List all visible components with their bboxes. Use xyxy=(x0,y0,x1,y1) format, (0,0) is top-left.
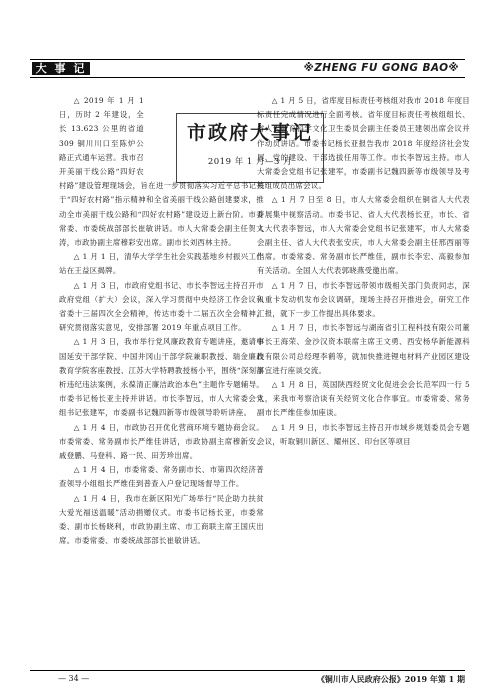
page-header xyxy=(30,59,465,78)
entry: △ 1 月 5 日，省库度目标责任考核组对我市 2018 年度目标责任完成情况进行全面考核。省年度目标责任考核组组长、省人大教育科学文化卫生委员会副主任委员王建领出席会议并作动员讲话。市委书记杨长亚报告我市 2018 年度经济社会发展、党的建设、干部选拔任用等工作。市长李智远主持。市人大常委会党组书记张建军，市委副书记魏四新等市级领导及考核组成员出席会议。 xyxy=(257,96,470,191)
entry: △ 1 月 7 日至 8 日，市人大常委会组织在铜省人大代表开展集中视察活动。市委书记、省人大代表杨长亚，市长、省人大代表李智远，市人大常委会党组书记张建军，市人大常委会副主任、省人大代表张安庆，市人大常委会副主任邢西丽等出席。市委常委、常务副市长严维佳，副市长李宏、高毅参加有关活动。全国人大代表郭晓燕受邀出席。 xyxy=(257,195,470,276)
entry: △ 1 月 1 日，清华大学学生社会实践基地乡村振兴工作站在王益区揭牌。 xyxy=(59,252,264,276)
entry: △ 1 月 3 日，我市举行党风廉政教育专题讲座，邀请中国延安干部学院、中国井冈山干部学院兼职教授、瑞金廉政教育学院客座教授、江苏大学特聘教授杨小平，围绕“深刻剖析违纪违法案例，永葆清正廉洁政治本色”主题作专题辅导。市委书记杨长亚主持并讲话。市长李智远，市人大常委会党组书记张建军，市委副书记魏四新等市级领导聆听讲座。 xyxy=(59,337,264,418)
title-wrap-space xyxy=(144,94,264,166)
page-number: — 34 — xyxy=(58,674,90,683)
article-period: 2019 年 1 月—3 月 xyxy=(207,157,293,167)
entry: △ 1 月 8 日，英国陕西经贸文化促进会会长范军四一行 5 人，来我市考察洽谈有关经贸文化合作事宜。市委常委、常务副市长严维佳参加座谈。 xyxy=(257,380,470,418)
entry: △ 1 月 4 日，市政协召开优化营商环境专题协商会议。市委常委、常务副市长严维佳讲话，市政协副主席穆新安、戚登鹏、马登科、路一民、田芳珍出席。 xyxy=(59,422,264,461)
page-footer xyxy=(30,670,465,687)
section-tag: 大 事 记 xyxy=(32,62,90,75)
journal-name: 《铜川市人民政府公报》2019 年第 1 期 xyxy=(316,674,465,684)
entry: △ 1 月 7 日，市长李智远与湖南省引工程科技有限公司董事长王海荣、金沙汉资本联席主席王文勇、西安杨华新能源科技有限公司总经理李鹤等，就加快推进锂电材料产业园区建设事宜进行座谈交流。 xyxy=(257,323,470,375)
entry: △ 2019 年 1 月 1 日，历时 2 年建设，全长 13.623 公里的省道 309 铜川川口至陈炉公路正式通车运营。我市召开美丽干线公路“四好农村路”建设管理现场会，旨在进一步贯彻落实习近平总书记关于“四好农村路”指示精神和全省美丽干线公路创建要求，推动全市美丽干线公路和“四好农村路”建设迈上新台阶。市委常委、市委统战部部长崔敏讲话。市人大常委会副主任贺文涛，市政协副主席穆彩安出席。副市长刘西林主持。 xyxy=(59,96,264,248)
entry: △ 1 月 3 日，市政府党组书记、市长李智远主持召开市政府党组（扩大）会议，深入学习贯彻中央经济工作会议和省委十三届四次全会精神，传达市委十二届五次全会精神，研究贯彻落实意见，安排部署 2019 年重点项目工作。 xyxy=(59,280,264,333)
article-title: 市政府大事记 xyxy=(186,122,313,144)
entry: △ 1 月 9 日，市长李智远主持召开市域乡规划委员会专题会议，听取铜川新区、耀州区、印台区等项目 xyxy=(257,422,470,446)
gazette-title: ※ZHENG FU GONG BAO※ xyxy=(303,62,459,74)
right-column xyxy=(257,94,470,449)
entry: △ 1 月 4 日，市委常委、常务副市长、市第四次经济普查领导小组组长严维佳到普查入户登记现场督导工作。 xyxy=(59,465,264,489)
entry: △ 1 月 7 日，市长李智远带领市级相关部门负责同志，深入重卡发动机发布会议调研，现场主持召开推进会，研究工作汇报，就下一步工作提出具体要求。 xyxy=(257,280,470,319)
left-column xyxy=(59,94,264,549)
entry: △ 1 月 4 日，我市在新区阳光广场举行“民企助力扶贫 大爱光福送温暖”活动捐赠仪式。市委书记杨长亚，市委常委、副市长杨晓利，市政协副主席、市工商联主席王国庆出席。市委常委、市委统战部部长崔敏讲话。 xyxy=(59,493,264,546)
